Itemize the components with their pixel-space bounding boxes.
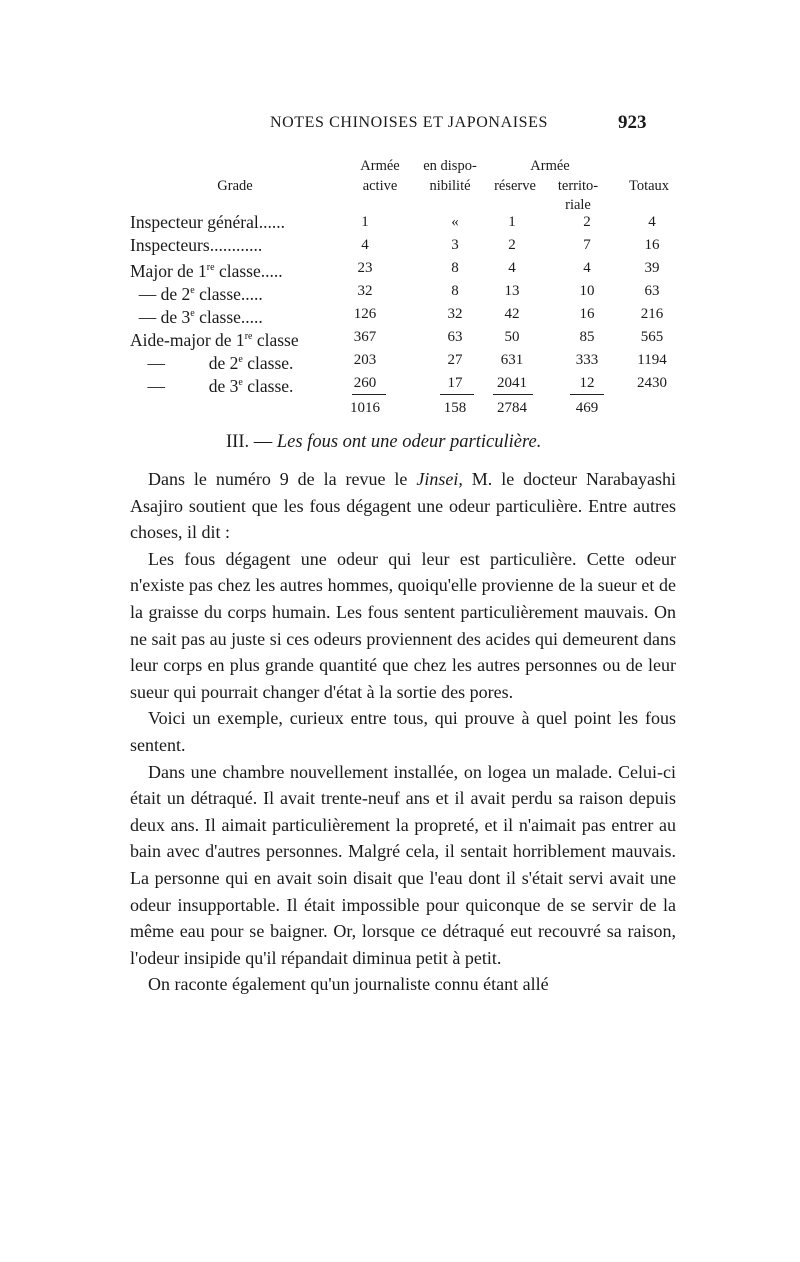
cell-reserve: 4 [508,260,516,276]
cell-reserve: 2041 [497,375,527,391]
row-label-major-1re: Major de 1re classe..... [130,260,283,281]
col-header-grade: Grade [217,178,253,194]
cell-dispo: 17 [447,375,463,391]
cell-active: 32 [357,283,373,299]
cell-territoriale: 2 [583,214,591,230]
total-rule [493,394,533,395]
cell-dispo: 3 [451,237,459,253]
total-rule [440,394,474,395]
cell-active: 4 [361,237,369,253]
section-title: Les fous ont une odeur particulière. [276,432,542,452]
cell-active: 1 [361,214,369,230]
row-label-aide-major-1re: Aide-major de 1re classe [130,329,299,350]
paragraph: Voici un exemple, curieux entre tous, qui prouve à quel point les fous sentent. [130,708,676,755]
cell-active: 203 [353,352,377,368]
paragraph: On raconte également qu'un journaliste connu étant allé [148,974,549,995]
cell-reserve: 13 [504,283,520,299]
cell-active: 23 [357,260,373,276]
paragraph: Les fous dégagent une odeur qui leur est particulière. Cette odeur n'existe pas chez les autres hommes, quoiqu'elle provienne de la sueur et de la graisse du corps humain. Les fous sentent particulièrement mauvais. On ne sait pas au juste si ces odeurs proviennent des acides qui demeurent dans leur corps en plus grande quantité que chez les autres personnes ou de leur sueur qui pourrait changer d'état à la sortie des pores. [130,548,676,702]
cell-dispo: 8 [451,260,459,276]
col-header-active-line1: Armée [360,158,400,174]
cell-territoriale: 333 [575,352,599,368]
cell-total: 1194 [637,352,667,368]
total-rule [352,394,386,395]
cell-territoriale: 12 [579,375,595,391]
section-number: III. — [226,432,277,452]
cell-dispo: 63 [447,329,463,345]
cell-reserve: 2 [508,237,516,253]
row-label-aide-major-2e: — de 2e classe. [130,352,294,373]
col-header-active-line2: active [362,178,398,194]
cell-dispo: 8 [451,283,459,299]
row-label-inspecteur-general: Inspecteur général...... [130,212,285,232]
cell-territoriale: 16 [579,306,595,322]
col-header-armee-span: Armée [530,158,570,174]
cell-active: 260 [353,375,377,391]
cell-total: 565 [640,329,664,345]
col-header-territoriale-line1: territo- [557,178,599,194]
cell-reserve: 631 [500,352,524,368]
col-header-territoriale-line2: riale [565,197,591,213]
cell-total: 2430 [637,375,667,391]
row-label-major-3e: — de 3e classe..... [130,306,263,327]
cell-total: 16 [644,237,660,253]
cell-active: 126 [353,306,377,322]
paragraph: Dans le numéro 9 de la revue le Jinsei, M. le docteur Narabayashi Asajiro soutient que les fous dégagent une odeur particulière. Entre autres choses, il dit : [130,469,676,543]
cell-total: 4 [648,214,656,230]
cell-territoriale: 85 [579,329,595,345]
cell-total: 39 [644,260,660,276]
col-header-totaux: Totaux [628,178,670,194]
total-dispo: 158 [443,400,467,416]
total-reserve: 2784 [497,400,527,416]
cell-total: 216 [640,306,664,322]
row-label-inspecteurs: Inspecteurs............ [130,235,263,255]
total-territoriale: 469 [575,400,599,416]
cell-territoriale: 7 [583,237,591,253]
total-active: 1016 [350,400,380,416]
cell-active: 367 [353,329,377,345]
total-rule [570,394,604,395]
col-header-dispo-line1: en dispo- [423,158,477,174]
cell-territoriale: 10 [579,283,595,299]
cell-dispo: « [451,214,459,230]
cell-dispo: 32 [447,306,463,322]
page-number: 923 [618,112,647,133]
col-header-reserve: réserve [494,178,536,194]
cell-reserve: 42 [504,306,520,322]
cell-reserve: 1 [508,214,516,230]
cell-total: 63 [644,283,660,299]
cell-reserve: 50 [504,329,520,345]
col-header-dispo-line2: nibilité [429,178,471,194]
row-label-major-2e: — de 2e classe..... [130,283,263,304]
section-heading [226,432,541,453]
article-body [130,466,676,998]
paragraph: Dans une chambre nouvellement installée, on logea un malade. Celui-ci était un détraqué. Il avait trente-neuf ans et il avait perdu sa raison depuis deux ans. Il aimait particulièrement la propreté, et il n'aimait pas entrer au bain avec d'autres personnes. Malgré cela, il sentait horriblement mauvais. La personne qui en avait soin disait que l'eau dont il s'était servi avait une odeur insupportable. Il était impossible pour quiconque de se servir de la même eau pour se baigner. Or, lorsque ce détraqué eut recouvré sa raison, l'odeur insipide qu'il répandait diminua petit à petit. [130,761,676,968]
row-label-aide-major-3e: — de 3e classe. [130,375,294,396]
cell-dispo: 27 [447,352,463,368]
cell-territoriale: 4 [583,260,591,276]
running-title: NOTES CHINOISES ET JAPONAISES [270,114,549,131]
